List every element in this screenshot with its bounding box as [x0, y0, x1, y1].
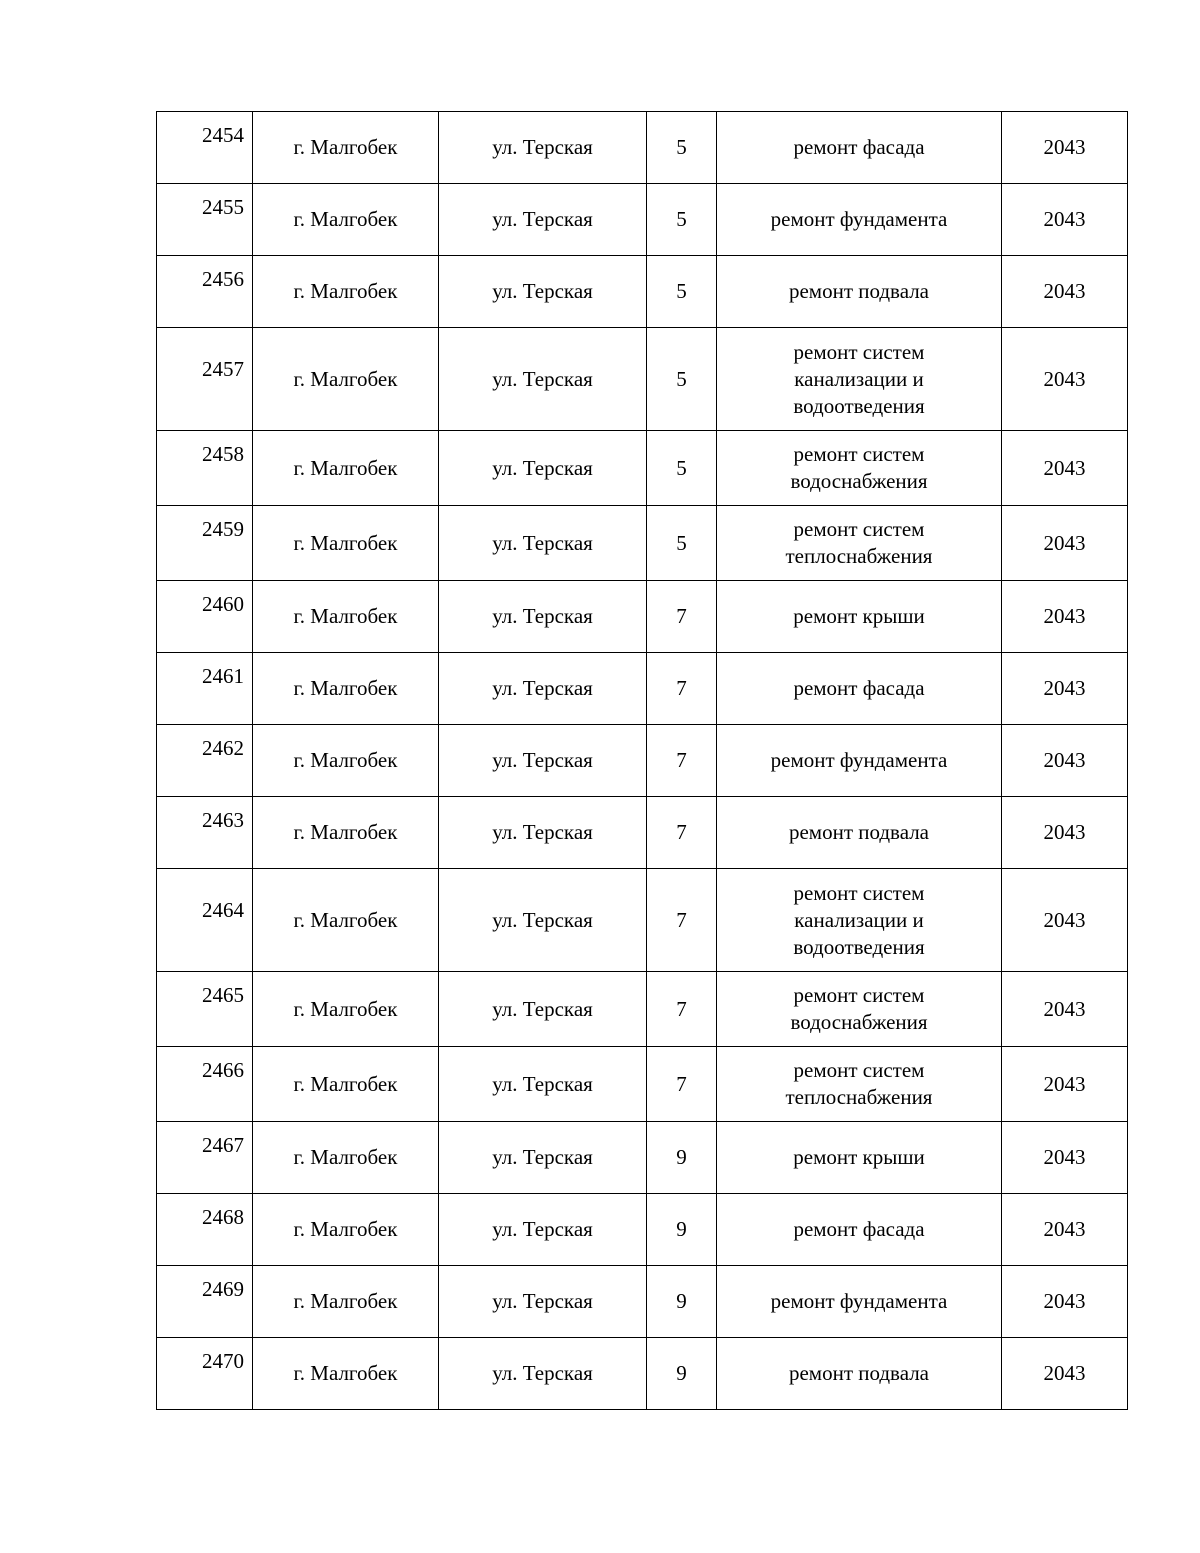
house-number-cell: 7	[647, 869, 717, 972]
year-cell: 2043	[1002, 1266, 1128, 1338]
house-number-cell: 9	[647, 1194, 717, 1266]
house-number-cell: 7	[647, 725, 717, 797]
house-number-cell: 5	[647, 431, 717, 506]
street-cell: ул. Терская	[439, 184, 647, 256]
year-cell: 2043	[1002, 869, 1128, 972]
house-number-cell: 9	[647, 1122, 717, 1194]
work-type-cell: ремонт систем канализации и водоотведения	[717, 869, 1002, 972]
street-cell: ул. Терская	[439, 112, 647, 184]
year-cell: 2043	[1002, 725, 1128, 797]
table-row	[157, 725, 1128, 797]
table-row	[157, 653, 1128, 725]
table-row	[157, 869, 1128, 972]
street-cell: ул. Терская	[439, 506, 647, 581]
house-number-cell: 9	[647, 1338, 717, 1410]
row-number: 2456	[157, 256, 253, 328]
house-number-cell: 7	[647, 1047, 717, 1122]
work-type-cell: ремонт крыши	[717, 1122, 1002, 1194]
street-cell: ул. Терская	[439, 725, 647, 797]
row-number: 2459	[157, 506, 253, 581]
row-number: 2455	[157, 184, 253, 256]
city-cell: г. Малгобек	[253, 797, 439, 869]
table-row	[157, 112, 1128, 184]
city-cell: г. Малгобек	[253, 1194, 439, 1266]
work-type-cell: ремонт фундамента	[717, 725, 1002, 797]
house-number-cell: 7	[647, 653, 717, 725]
city-cell: г. Малгобек	[253, 972, 439, 1047]
year-cell: 2043	[1002, 1122, 1128, 1194]
city-cell: г. Малгобек	[253, 112, 439, 184]
row-number: 2454	[157, 112, 253, 184]
table-row	[157, 1266, 1128, 1338]
street-cell: ул. Терская	[439, 653, 647, 725]
street-cell: ул. Терская	[439, 256, 647, 328]
table-row	[157, 581, 1128, 653]
table-row	[157, 797, 1128, 869]
city-cell: г. Малгобек	[253, 1266, 439, 1338]
street-cell: ул. Терская	[439, 869, 647, 972]
street-cell: ул. Терская	[439, 431, 647, 506]
year-cell: 2043	[1002, 1338, 1128, 1410]
row-number: 2461	[157, 653, 253, 725]
work-type-cell: ремонт фасада	[717, 653, 1002, 725]
row-number: 2465	[157, 972, 253, 1047]
row-number: 2460	[157, 581, 253, 653]
year-cell: 2043	[1002, 256, 1128, 328]
city-cell: г. Малгобек	[253, 1047, 439, 1122]
table-row	[157, 1122, 1128, 1194]
work-type-cell: ремонт систем теплоснабжения	[717, 1047, 1002, 1122]
work-type-cell: ремонт крыши	[717, 581, 1002, 653]
year-cell: 2043	[1002, 431, 1128, 506]
city-cell: г. Малгобек	[253, 256, 439, 328]
table-row	[157, 1338, 1128, 1410]
city-cell: г. Малгобек	[253, 653, 439, 725]
street-cell: ул. Терская	[439, 328, 647, 431]
table-row	[157, 328, 1128, 431]
street-cell: ул. Терская	[439, 1338, 647, 1410]
street-cell: ул. Терская	[439, 1047, 647, 1122]
street-cell: ул. Терская	[439, 1194, 647, 1266]
city-cell: г. Малгобек	[253, 725, 439, 797]
table-row	[157, 184, 1128, 256]
work-type-cell: ремонт подвала	[717, 1338, 1002, 1410]
work-type-cell: ремонт систем теплоснабжения	[717, 506, 1002, 581]
row-number: 2463	[157, 797, 253, 869]
work-type-cell: ремонт подвала	[717, 256, 1002, 328]
year-cell: 2043	[1002, 506, 1128, 581]
year-cell: 2043	[1002, 972, 1128, 1047]
city-cell: г. Малгобек	[253, 431, 439, 506]
house-number-cell: 5	[647, 328, 717, 431]
city-cell: г. Малгобек	[253, 581, 439, 653]
row-number: 2458	[157, 431, 253, 506]
row-number: 2457	[157, 328, 253, 431]
table-row	[157, 431, 1128, 506]
house-number-cell: 5	[647, 506, 717, 581]
house-number-cell: 5	[647, 184, 717, 256]
year-cell: 2043	[1002, 184, 1128, 256]
city-cell: г. Малгобек	[253, 869, 439, 972]
house-number-cell: 7	[647, 581, 717, 653]
house-number-cell: 9	[647, 1266, 717, 1338]
repair-schedule-table	[156, 111, 1128, 1410]
street-cell: ул. Терская	[439, 797, 647, 869]
row-number: 2469	[157, 1266, 253, 1338]
work-type-cell: ремонт фасада	[717, 1194, 1002, 1266]
street-cell: ул. Терская	[439, 1266, 647, 1338]
city-cell: г. Малгобек	[253, 184, 439, 256]
table-row	[157, 1194, 1128, 1266]
street-cell: ул. Терская	[439, 972, 647, 1047]
house-number-cell: 7	[647, 797, 717, 869]
year-cell: 2043	[1002, 1194, 1128, 1266]
house-number-cell: 7	[647, 972, 717, 1047]
work-type-cell: ремонт фасада	[717, 112, 1002, 184]
city-cell: г. Малгобек	[253, 1122, 439, 1194]
row-number: 2468	[157, 1194, 253, 1266]
house-number-cell: 5	[647, 112, 717, 184]
table-row	[157, 972, 1128, 1047]
work-type-cell: ремонт систем канализации и водоотведения	[717, 328, 1002, 431]
row-number: 2464	[157, 869, 253, 972]
year-cell: 2043	[1002, 328, 1128, 431]
table-row	[157, 1047, 1128, 1122]
work-type-cell: ремонт фундамента	[717, 1266, 1002, 1338]
city-cell: г. Малгобек	[253, 1338, 439, 1410]
row-number: 2467	[157, 1122, 253, 1194]
year-cell: 2043	[1002, 581, 1128, 653]
street-cell: ул. Терская	[439, 1122, 647, 1194]
city-cell: г. Малгобек	[253, 328, 439, 431]
row-number: 2470	[157, 1338, 253, 1410]
work-type-cell: ремонт систем водоснабжения	[717, 431, 1002, 506]
row-number: 2466	[157, 1047, 253, 1122]
street-cell: ул. Терская	[439, 581, 647, 653]
row-number: 2462	[157, 725, 253, 797]
table-row	[157, 506, 1128, 581]
city-cell: г. Малгобек	[253, 506, 439, 581]
table-row	[157, 256, 1128, 328]
year-cell: 2043	[1002, 653, 1128, 725]
year-cell: 2043	[1002, 112, 1128, 184]
work-type-cell: ремонт фундамента	[717, 184, 1002, 256]
work-type-cell: ремонт систем водоснабжения	[717, 972, 1002, 1047]
work-type-cell: ремонт подвала	[717, 797, 1002, 869]
year-cell: 2043	[1002, 797, 1128, 869]
house-number-cell: 5	[647, 256, 717, 328]
year-cell: 2043	[1002, 1047, 1128, 1122]
